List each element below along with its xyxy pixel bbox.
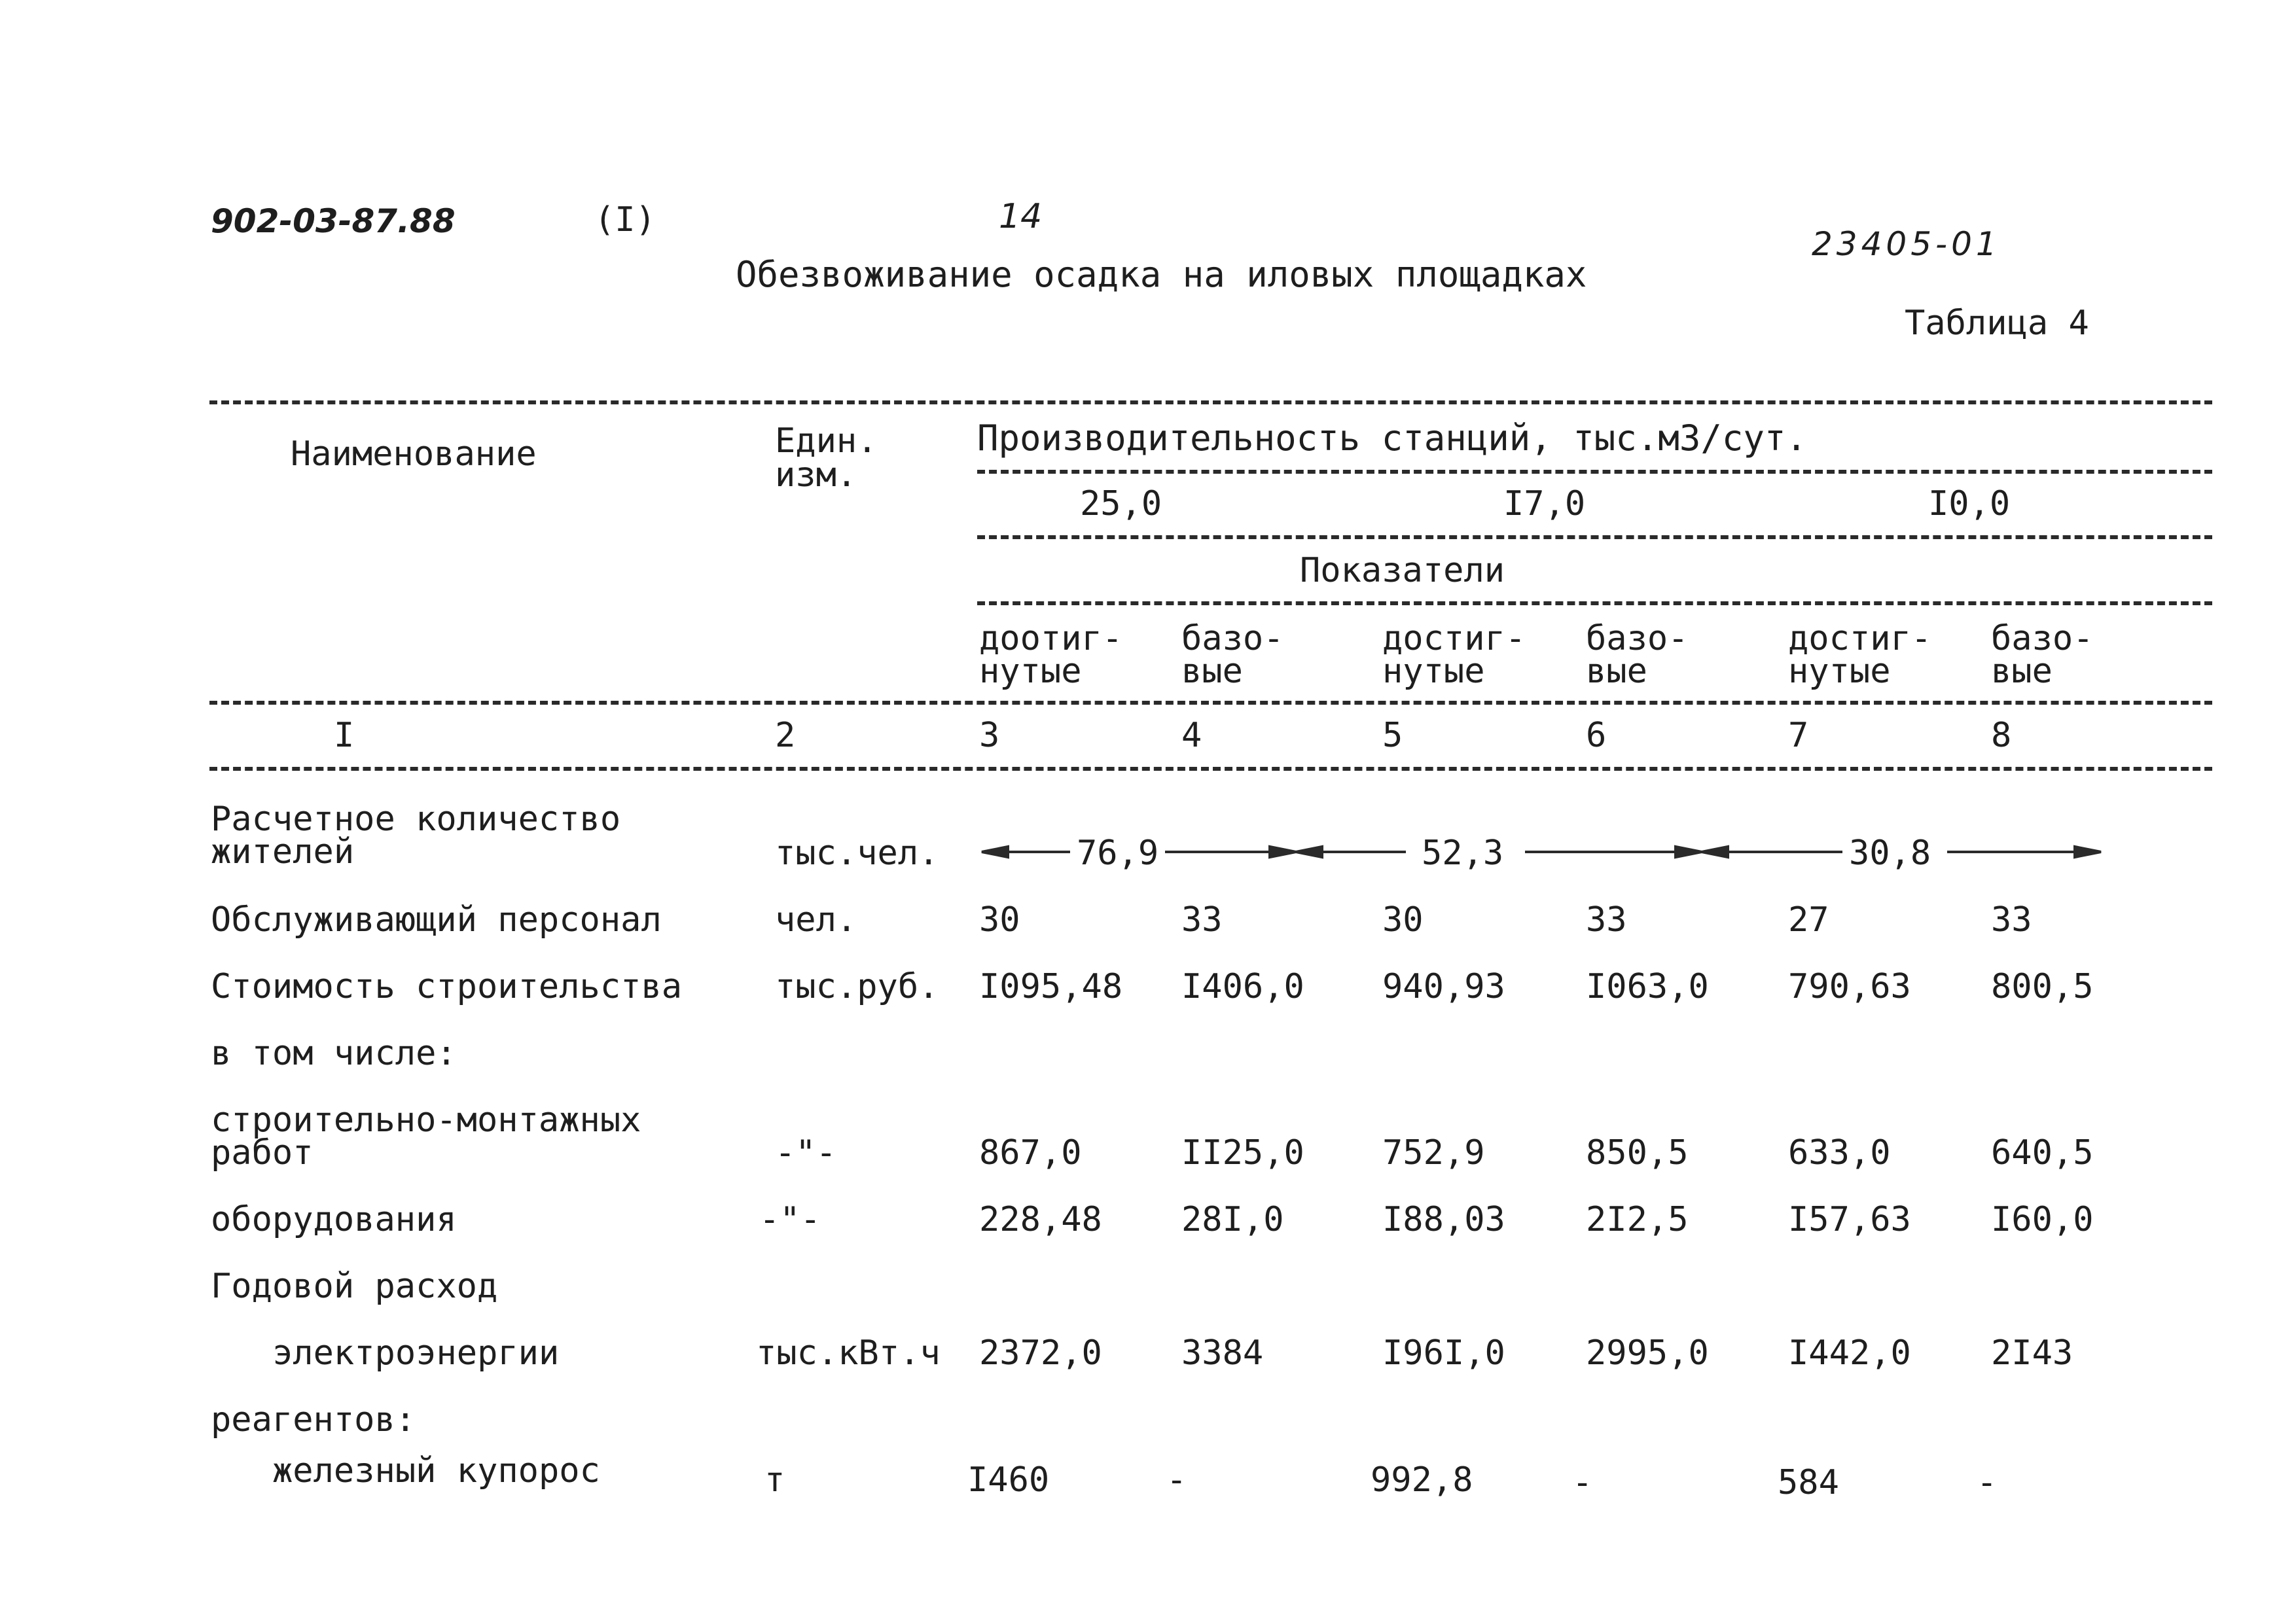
equipment-value-6: 2I2,5 (1586, 1200, 1689, 1239)
document-title: Обезвоживание осадка на иловых площадках (736, 254, 1587, 295)
row-label-construction-2: работ (211, 1133, 314, 1173)
subheader-achieved-7b: нутые (1788, 652, 1891, 691)
row-label-construction: строительно-монтажных (211, 1101, 641, 1140)
equipment-value-4: 28I,0 (1181, 1200, 1284, 1239)
column-header-unit-2: изм. (775, 455, 857, 495)
arrow-head-right (2075, 847, 2101, 857)
arrow-head-left (1296, 847, 1322, 857)
cost-value-4: I406,0 (1181, 967, 1304, 1006)
handwritten-archive-number: 23405-01 (1812, 225, 2001, 263)
row-label-population: Расчетное количество (211, 800, 621, 839)
electricity-value-3: 2372,0 (979, 1333, 1102, 1373)
subheader-achieved-5: достиг- (1382, 619, 1526, 658)
construction-value-7: 633,0 (1788, 1133, 1891, 1173)
column-number-7: 7 (1788, 716, 1809, 755)
column-number-4: 4 (1181, 716, 1202, 755)
staff-value-4: 33 (1181, 900, 1223, 940)
iron-sulfate-value-6: - (1572, 1463, 1593, 1502)
row-unit-cost: тыс.руб. (775, 967, 939, 1006)
electricity-value-8: 2I43 (1991, 1333, 2073, 1373)
cost-value-7: 790,63 (1788, 967, 1911, 1006)
equipment-value-8: I60,0 (1991, 1200, 2094, 1239)
column-header-unit: Един. (775, 421, 878, 461)
column-header-name: Наименование (291, 434, 537, 474)
column-header-capacity: Производительность станций, тыс.м3/сут. (977, 417, 1807, 459)
construction-value-4: II25,0 (1181, 1133, 1304, 1173)
subheader-base-4b: вые (1181, 652, 1243, 691)
capacity-25: 25,0 (1080, 484, 1162, 523)
row-unit-equipment: -"- (759, 1200, 821, 1239)
column-number-3: 3 (979, 716, 1000, 755)
iron-sulfate-value-3: I460 (967, 1460, 1050, 1500)
cost-value-6: I063,0 (1586, 967, 1709, 1006)
row-unit-electricity: тыс.кВт.ч (756, 1333, 941, 1373)
iron-sulfate-value-5: 992,8 (1371, 1460, 1473, 1500)
column-number-1: I (334, 716, 355, 755)
subheader-achieved-3b: нутые (979, 652, 1082, 691)
electricity-value-6: 2995,0 (1586, 1333, 1709, 1373)
subheader-base-6: базо- (1586, 619, 1689, 658)
subheader-base-8b: вые (1991, 652, 2053, 691)
column-number-6: 6 (1586, 716, 1607, 755)
volume-number: (I) (594, 200, 656, 239)
column-number-8: 8 (1991, 716, 2012, 755)
row-unit-staff: чел. (775, 900, 857, 940)
staff-value-8: 33 (1991, 900, 2032, 940)
equipment-value-7: I57,63 (1788, 1200, 1911, 1239)
electricity-value-4: 3384 (1181, 1333, 1264, 1373)
capacity-17: I7,0 (1503, 484, 1586, 523)
iron-sulfate-value-4: - (1166, 1460, 1187, 1500)
row-label-cost: Стоимость строительства (211, 967, 683, 1006)
arrow-head-left (1702, 847, 1728, 857)
row-label-annual: Годовой расход (211, 1267, 498, 1306)
staff-value-3: 30 (979, 900, 1020, 940)
row-label-equipment: оборудования (211, 1200, 457, 1239)
cost-value-5: 940,93 (1382, 967, 1505, 1006)
iron-sulfate-value-7: 584 (1778, 1463, 1839, 1502)
row-unit-construction: -"- (775, 1133, 836, 1173)
construction-value-6: 850,5 (1586, 1133, 1689, 1173)
row-label-iron-sulfate: железный купорос (272, 1451, 600, 1491)
row-label-staff: Обслуживающий персонал (211, 900, 662, 940)
construction-value-5: 752,9 (1382, 1133, 1485, 1173)
row-label-including: в том числе: (211, 1034, 457, 1073)
staff-value-6: 33 (1586, 900, 1627, 940)
equipment-value-5: I88,03 (1382, 1200, 1505, 1239)
subheader-base-4: базо- (1181, 619, 1284, 658)
arrow-head-right (1270, 847, 1296, 857)
table-label: Таблица 4 (1905, 304, 2089, 343)
row-label-electricity: электроэнергии (272, 1333, 560, 1373)
subheader-achieved-3: доотиг- (979, 619, 1123, 658)
construction-value-8: 640,5 (1991, 1133, 2094, 1173)
electricity-value-5: I96I,0 (1382, 1333, 1505, 1373)
arrow-head-left (982, 847, 1008, 857)
staff-value-7: 27 (1788, 900, 1829, 940)
column-number-2: 2 (775, 716, 796, 755)
row-label-reagents: реагентов: (211, 1400, 416, 1439)
population-value-10: 30,8 (1849, 834, 1931, 873)
row-unit-population: тыс.чел. (775, 834, 939, 873)
population-value-25: 76,9 (1077, 834, 1159, 873)
row-label-population-2: жителей (211, 832, 355, 872)
equipment-value-3: 228,48 (979, 1200, 1102, 1239)
subheader-base-8: базо- (1991, 619, 2094, 658)
subheader-achieved-5b: нутые (1382, 652, 1485, 691)
electricity-value-7: I442,0 (1788, 1333, 1911, 1373)
population-value-17: 52,3 (1422, 834, 1504, 873)
staff-value-5: 30 (1382, 900, 1424, 940)
construction-value-3: 867,0 (979, 1133, 1082, 1173)
row-unit-iron-sulfate: т (764, 1460, 785, 1500)
iron-sulfate-value-8: - (1977, 1463, 1998, 1502)
cost-value-8: 800,5 (1991, 967, 2094, 1006)
subheader-base-6b: вые (1586, 652, 1647, 691)
subheader-achieved-7: достиг- (1788, 619, 1932, 658)
arrow-head-right (1676, 847, 1702, 857)
capacity-10: I0,0 (1928, 484, 2011, 523)
indicators-header: Показатели (1300, 551, 1505, 590)
column-number-5: 5 (1382, 716, 1403, 755)
page-number: 14 (999, 197, 1043, 236)
cost-value-3: I095,48 (979, 967, 1123, 1006)
document-code: 902-03-87.88 (211, 202, 456, 240)
